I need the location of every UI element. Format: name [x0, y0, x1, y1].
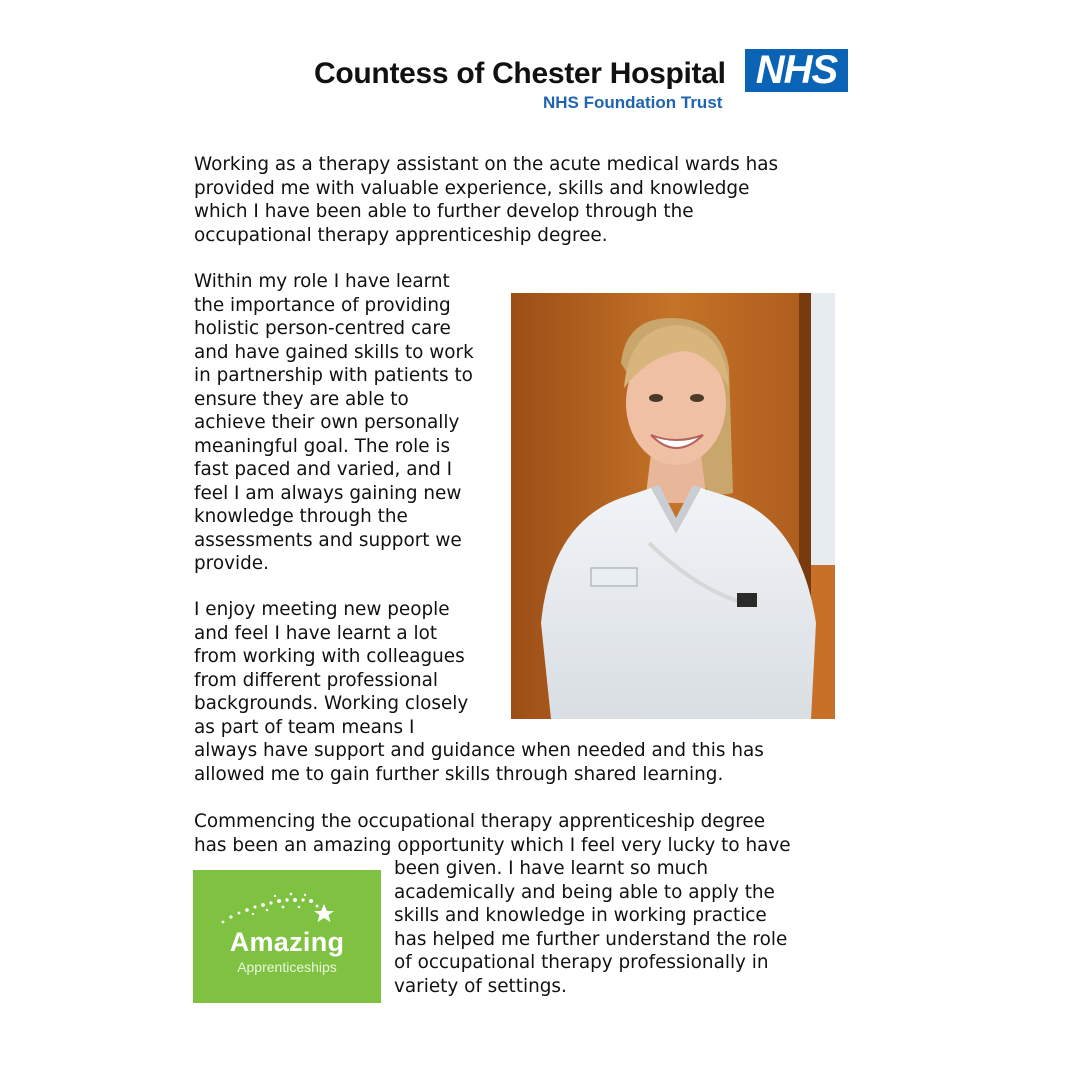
- paragraph-degree: Commencing the occupational therapy apprenticeship degree has been an amazing opportunity which I feel very lucky to have: [194, 811, 791, 856]
- nhs-logo: NHS: [745, 49, 848, 92]
- badge-title: Amazing: [229, 927, 345, 957]
- paragraph-role: Within my role I have learnt the importance of providing holistic person-centred care and have gained skills to work in partnership with patients to ensure they are able to achieve their own personally meaningful goal. The role is fast paced and varied, and I feel I am always gaining new knowledge through the assessments and support we provide.: [194, 271, 474, 574]
- staff-photo: [511, 293, 835, 719]
- amazing-apprenticeships-logo: [193, 870, 381, 1003]
- hospital-name: Countess of Chester Hospital: [314, 57, 726, 90]
- badge-subtitle: Apprenticeships: [237, 959, 337, 975]
- paragraph-team-left: I enjoy meeting new people and feel I have learnt a lot from working with colleagues from different professional backgrounds. Working closely as part of team means I: [194, 599, 469, 738]
- paragraph-degree-right: been given. I have learnt so much academically and being able to apply the skills and knowledge in working practice has helped me further understand the role of occupational therapy professionally in variety of settings.: [394, 858, 788, 997]
- paragraph-team: always have support and guidance when needed and this has allowed me to gain further skills through shared learning.: [194, 740, 764, 785]
- paragraph-intro: Working as a therapy assistant on the acute medical wards has provided me with valuable experience, skills and knowledge which I have been able to further develop through the occupational therapy apprenticeship degree.: [194, 154, 779, 246]
- trust-name: NHS Foundation Trust: [543, 93, 723, 112]
